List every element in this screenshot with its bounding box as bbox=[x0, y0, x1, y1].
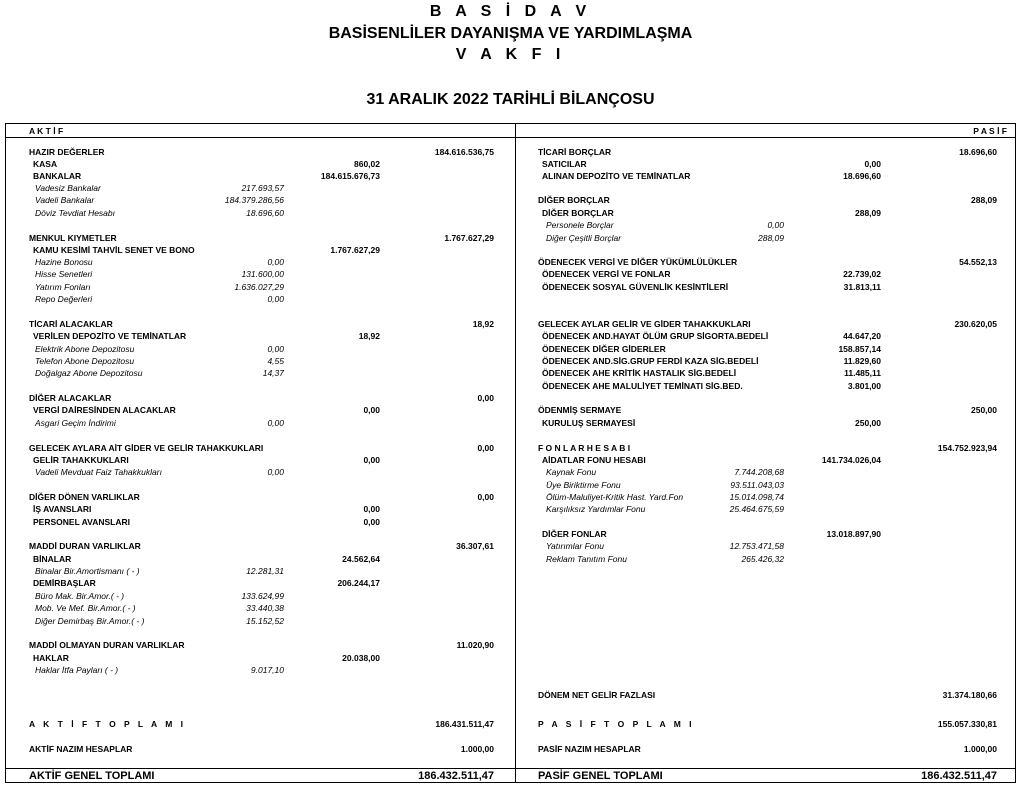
pasif-row-sub-value: 15.014.098,74 bbox=[729, 492, 784, 502]
aktif-row-total: 184.616.536,75 bbox=[434, 147, 494, 157]
aktif-row-label: Vadesiz Bankalar bbox=[35, 183, 101, 193]
pasif-row-value: 250,00 bbox=[855, 418, 881, 428]
aktif-row-sub-value: 1.636.027,29 bbox=[234, 282, 284, 292]
aktif-row-value: 860,02 bbox=[354, 159, 380, 169]
pasif-row-total: 31.374.180,66 bbox=[942, 690, 997, 700]
pasif-row-label: ÖDENECEK AHE MALULİYET TEMİNATI SİG.BED. bbox=[542, 381, 743, 391]
pasif-row-label: F O N L A R H E S A B I bbox=[538, 443, 631, 453]
pasif-row-total: 230.620,05 bbox=[954, 319, 997, 329]
aktif-row-label: Büro Mak. Bir.Amor.( - ) bbox=[35, 591, 125, 601]
aktif-row-label: Vadeli Mevduat Faiz Tahakkukları bbox=[35, 467, 162, 477]
aktif-row-value: 0,00 bbox=[363, 504, 380, 514]
pasif-row-label: SATICILAR bbox=[542, 159, 587, 169]
pasif-row-total: 154.752.923,94 bbox=[937, 443, 997, 453]
pasif-row-label: AİDATLAR FONU HESABI bbox=[542, 455, 646, 465]
pasif-row-sub-value: 265.426,32 bbox=[741, 554, 784, 564]
aktif-nazim-label: AKTİF NAZIM HESAPLAR bbox=[29, 744, 133, 754]
pasif-nazim-value: 1.000,00 bbox=[963, 744, 997, 754]
aktif-row-value: 0,00 bbox=[363, 517, 380, 527]
aktif-row-label: Binalar Bir.Amortismanı ( - ) bbox=[35, 566, 140, 576]
aktif-header: A K T İ F bbox=[29, 126, 64, 136]
pasif-row-value: 288,09 bbox=[855, 208, 881, 218]
pasif-row-total: 250,00 bbox=[971, 405, 997, 415]
pasif-row-label: DİĞER FONLAR bbox=[542, 529, 607, 539]
pasif-row-label: Karşılıksız Yardımlar Fonu bbox=[546, 504, 646, 514]
pasif-row-label: DİĞER BORÇLAR bbox=[542, 208, 614, 218]
aktif-row-value: 24.562,64 bbox=[342, 554, 380, 564]
pasif-row-sub-value: 288,09 bbox=[758, 233, 784, 243]
balance-sheet-frame bbox=[5, 123, 1016, 783]
aktif-row-label: VERİLEN DEPOZİTO VE TEMİNATLAR bbox=[33, 331, 187, 341]
pasif-row-total: 18.696,60 bbox=[959, 147, 997, 157]
pasif-row-label: Diğer Çeşitli Borçlar bbox=[546, 233, 622, 243]
aktif-row-value: 18,92 bbox=[358, 331, 380, 341]
document-title: 31 ARALIK 2022 TARİHLİ BİLANÇOSU bbox=[366, 91, 655, 108]
aktif-toplam-label: A K T İ F T O P L A M I bbox=[29, 719, 186, 729]
aktif-row-total: 0,00 bbox=[477, 393, 494, 403]
aktif-row-total: 36.307,61 bbox=[456, 541, 494, 551]
pasif-row-label: ÖDENECEK SOSYAL GÜVENLİK KESİNTİLERİ bbox=[542, 282, 729, 292]
pasif-row-label: ÖDENECEK AHE KRİTİK HASTALIK SİG.BEDELİ bbox=[542, 368, 737, 378]
aktif-row-label: Döviz Tevdiat Hesabı bbox=[35, 208, 116, 218]
aktif-row-value: 1.767.627,29 bbox=[330, 245, 380, 255]
aktif-row-label: HAKLAR bbox=[33, 653, 69, 663]
aktif-nazim-value: 1.000,00 bbox=[460, 744, 494, 754]
aktif-row-value: 184.615.676,73 bbox=[320, 171, 380, 181]
pasif-row-label: TİCARİ BORÇLAR bbox=[538, 147, 612, 157]
org-full-name: BASİSENLİLER DAYANIŞMA VE YARDIMLAŞMA bbox=[328, 25, 693, 42]
pasif-row-label: ALINAN DEPOZİTO VE TEMİNATLAR bbox=[542, 171, 691, 181]
aktif-row-value: 206.244,17 bbox=[337, 578, 380, 588]
org-suffix: V A K F I bbox=[455, 46, 566, 63]
aktif-row-label: Doğalgaz Abone Depozitosu bbox=[35, 368, 143, 378]
header-rule bbox=[5, 137, 1016, 138]
aktif-row-sub-value: 0,00 bbox=[267, 467, 284, 477]
pasif-genel-value: 186.432.511,47 bbox=[921, 770, 997, 782]
pasif-row-total: 288,09 bbox=[971, 195, 997, 205]
org-name: B A S İ D A V bbox=[429, 3, 592, 20]
aktif-row-sub-value: 217.693,57 bbox=[241, 183, 284, 193]
aktif-row-sub-value: 18.696,60 bbox=[246, 208, 284, 218]
aktif-row-label: GELİR TAHAKKUKLARI bbox=[33, 455, 129, 465]
aktif-row-label: MADDİ DURAN VARLIKLAR bbox=[29, 541, 141, 551]
aktif-row-label: Telefon Abone Depozitosu bbox=[35, 356, 135, 366]
pasif-toplam-label: P A S İ F T O P L A M I bbox=[538, 719, 695, 729]
pasif-row-value: 3.801,00 bbox=[847, 381, 881, 391]
pasif-row-label: ÖDENECEK VERGİ VE DİĞER YÜKÜMLÜLÜKLER bbox=[538, 257, 738, 267]
aktif-row-label: Elektrik Abone Depozitosu bbox=[35, 344, 135, 354]
pasif-row-sub-value: 7.744.208,68 bbox=[734, 467, 784, 477]
aktif-row-sub-value: 33.440,38 bbox=[246, 603, 284, 613]
aktif-row-sub-value: 12.281,31 bbox=[246, 566, 284, 576]
aktif-row-sub-value: 131.600,00 bbox=[241, 269, 284, 279]
aktif-row-value: 0,00 bbox=[363, 405, 380, 415]
aktif-row-label: DEMİRBAŞLAR bbox=[33, 578, 96, 588]
aktif-row-label: BANKALAR bbox=[33, 171, 82, 181]
pasif-row-value: 18.696,60 bbox=[843, 171, 881, 181]
aktif-row-label: Hisse Senetleri bbox=[35, 269, 93, 279]
pasif-toplam-value: 155.057.330,81 bbox=[937, 719, 997, 729]
pasif-row-label: GELECEK AYLAR GELİR VE GİDER TAHAKKUKLARI bbox=[538, 319, 751, 329]
pasif-row-value: 11.485,11 bbox=[844, 368, 881, 378]
aktif-row-sub-value: 15.152,52 bbox=[246, 616, 284, 626]
aktif-row-total: 11.020,90 bbox=[456, 640, 494, 650]
pasif-row-label: Yatırımlar Fonu bbox=[546, 541, 604, 551]
aktif-row-label: MADDİ OLMAYAN DURAN VARLIKLAR bbox=[29, 640, 185, 650]
aktif-row-label: DİĞER ALACAKLAR bbox=[29, 393, 112, 403]
pasif-row-label: KURULUŞ SERMAYESİ bbox=[542, 418, 636, 428]
pasif-row-sub-value: 25.464.675,59 bbox=[729, 504, 784, 514]
aktif-toplam-value: 186.431.511,47 bbox=[435, 719, 494, 729]
aktif-row-sub-value: 0,00 bbox=[267, 344, 284, 354]
pasif-header: P A S İ F bbox=[973, 126, 1007, 136]
aktif-row-total: 1.767.627,29 bbox=[444, 233, 494, 243]
aktif-row-label: Repo Değerleri bbox=[35, 294, 93, 304]
aktif-row-label: Vadeli Bankalar bbox=[35, 195, 95, 205]
aktif-row-sub-value: 0,00 bbox=[267, 257, 284, 267]
aktif-row-label: VERGİ DAİRESİNDEN ALACAKLAR bbox=[33, 405, 176, 415]
pasif-genel-label: PASİF GENEL TOPLAMI bbox=[538, 770, 663, 782]
aktif-row-total: 18,92 bbox=[472, 319, 494, 329]
aktif-row-label: KASA bbox=[33, 159, 58, 169]
pasif-row-label: Personele Borçlar bbox=[546, 220, 614, 230]
pasif-row-label: ÖDENECEK DİĞER GİDERLER bbox=[542, 344, 666, 354]
pasif-row-label: ÖDENMİŞ SERMAYE bbox=[538, 405, 622, 415]
pasif-row-value: 158.857,14 bbox=[838, 344, 881, 354]
pasif-row-value: 22.739,02 bbox=[843, 269, 881, 279]
column-divider bbox=[515, 123, 516, 783]
pasif-row-value: 141.734.026,04 bbox=[821, 455, 881, 465]
pasif-row-label: ÖDENECEK AND.HAYAT ÖLÜM GRUP SİGORTA.BEDELİ bbox=[542, 331, 769, 341]
aktif-row-sub-value: 133.624,99 bbox=[241, 591, 284, 601]
pasif-row-label: DİĞER BORÇLAR bbox=[538, 195, 610, 205]
aktif-row-label: Yatırım Fonları bbox=[35, 282, 91, 292]
pasif-row-label: ÖDENECEK VERGİ VE FONLAR bbox=[542, 269, 671, 279]
pasif-row-sub-value: 93.511.043,03 bbox=[730, 480, 784, 490]
aktif-row-total: 0,00 bbox=[477, 492, 494, 502]
aktif-row-value: 0,00 bbox=[363, 455, 380, 465]
aktif-row-sub-value: 4,55 bbox=[267, 356, 284, 366]
pasif-row-total: 54.552,13 bbox=[959, 257, 997, 267]
aktif-row-sub-value: 9.017,10 bbox=[250, 665, 284, 675]
aktif-row-value: 20.038,00 bbox=[342, 653, 380, 663]
aktif-row-sub-value: 0,00 bbox=[267, 294, 284, 304]
aktif-row-sub-value: 184.379.286,56 bbox=[224, 195, 284, 205]
pasif-row-value: 13.018.897,90 bbox=[826, 529, 881, 539]
aktif-row-label: Asgari Geçim İndirimi bbox=[35, 418, 116, 428]
aktif-row-label: BİNALAR bbox=[33, 554, 72, 564]
aktif-row-label: KAMU KESİMİ TAHVİL SENET VE BONO bbox=[33, 245, 195, 255]
aktif-genel-label: AKTİF GENEL TOPLAMI bbox=[29, 770, 155, 782]
aktif-row-label: DİĞER DÖNEN VARLIKLAR bbox=[29, 492, 140, 502]
aktif-row-label: TİCARİ ALACAKLAR bbox=[29, 319, 113, 329]
aktif-row-label: Mob. Ve Mef. Bir.Amor.( - ) bbox=[35, 603, 136, 613]
pasif-row-label: Reklam Tanıtım Fonu bbox=[546, 554, 627, 564]
pasif-row-label: Kaynak Fonu bbox=[546, 467, 597, 477]
pasif-row-value: 31.813,11 bbox=[843, 282, 881, 292]
aktif-row-total: 0,00 bbox=[477, 443, 494, 453]
aktif-row-sub-value: 0,00 bbox=[267, 418, 284, 428]
aktif-genel-value: 186.432.511,47 bbox=[418, 770, 494, 782]
pasif-row-label: Üye Biriktirme Fonu bbox=[546, 480, 621, 490]
aktif-row-label: Hazine Bonosu bbox=[35, 257, 93, 267]
pasif-row-value: 44.647,20 bbox=[843, 331, 881, 341]
pasif-row-value: 0,00 bbox=[864, 159, 881, 169]
pasif-row-label: ÖDENECEK AND.SİG.GRUP FERDİ KAZA SİG.BEDELİ bbox=[542, 356, 759, 366]
pasif-row-label: DÖNEM NET GELİR FAZLASI bbox=[538, 690, 656, 700]
aktif-row-label: PERSONEL AVANSLARI bbox=[33, 517, 130, 527]
pasif-nazim-label: PASİF NAZIM HESAPLAR bbox=[538, 744, 641, 754]
pasif-row-value: 11.829,60 bbox=[843, 356, 881, 366]
pasif-row-sub-value: 0,00 bbox=[767, 220, 784, 230]
aktif-row-label: Haklar İtfa Payları ( - ) bbox=[35, 665, 119, 675]
aktif-row-label: GELECEK AYLARA AİT GİDER VE GELİR TAHAKKUKLARI bbox=[29, 443, 264, 453]
aktif-row-label: MENKUL KIYMETLER bbox=[29, 233, 117, 243]
pasif-row-sub-value: 12.753.471,58 bbox=[729, 541, 784, 551]
aktif-row-label: Diğer Demirbaş Bir.Amor.( - ) bbox=[35, 616, 145, 626]
aktif-row-label: İŞ AVANSLARI bbox=[33, 504, 92, 514]
aktif-row-sub-value: 14,37 bbox=[262, 368, 284, 378]
footer-rule bbox=[5, 768, 1016, 769]
pasif-row-label: Ölüm-Maluliyet-Kritik Hast. Yard.Fon bbox=[546, 492, 684, 502]
aktif-row-label: HAZIR DEĞERLER bbox=[29, 147, 105, 157]
